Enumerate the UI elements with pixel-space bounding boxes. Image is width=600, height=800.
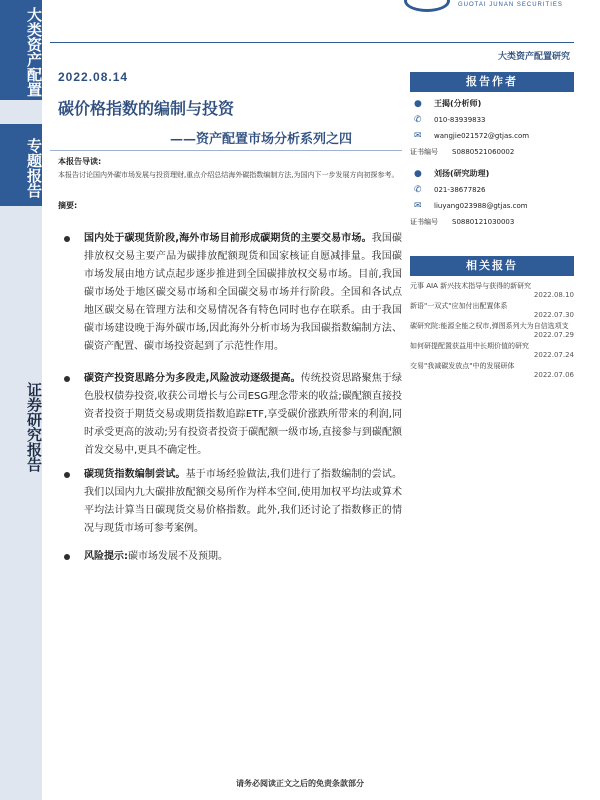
author-cert-row	[410, 144, 574, 160]
summary-bullets	[58, 212, 402, 566]
related-list	[410, 282, 574, 380]
author-cert-row	[410, 214, 574, 230]
email-icon: ✉	[414, 201, 422, 211]
related-report-item[interactable]	[410, 282, 574, 300]
cert-label: 证书编号	[410, 148, 438, 156]
bullet-body: 我国碳排放权交易主要产品为碳排放配额现货和国家核证自愿减排量。我国碳市场发展由地方试点起步逐步推进到全国碳排放权交易市场。目前,我国碳市场处于地区碳交易市场和全国碳交易市场并行阶段。全国和各试点地区碳交易在管理方法和交易情况各有特色同时也存在联系。由于我国碳市场建设晚于海外碳市场,因此海外分析市场为我国碳指数编制方法、碳资产配置、碳市场投资起到了示范性作用。	[84, 233, 402, 352]
guide-text: 本报告讨论国内外碳市场发展与投资理财,重点介绍总结海外碳指数编制方法,为国内下一步发展方向初探参考。	[58, 171, 399, 179]
author-email[interactable]: liuyang023988@gtjas.com	[434, 202, 528, 210]
logo-text: GUOTAI JUNAN SECURITIES	[458, 2, 563, 8]
related-heading: 相关报告	[410, 256, 574, 276]
related-report-date: 2022.07.24	[533, 351, 574, 359]
cert-label: 证书编号	[410, 218, 438, 226]
report-date: 2022.08.14	[58, 70, 129, 84]
related-report-item[interactable]	[410, 362, 574, 380]
title-divider	[50, 150, 402, 151]
author-name-row	[410, 96, 574, 112]
authors-panel	[410, 72, 574, 230]
author-name: 王揭(分析师)	[434, 99, 482, 108]
bullet-heading: 碳现货指数编制尝试。	[84, 469, 186, 480]
bullet-heading: 碳资产投资思路分为多段走,风险波动逐级提高。	[84, 373, 301, 384]
authors-heading: 报告作者	[410, 72, 574, 92]
author-email-row	[410, 198, 574, 214]
person-icon: ●	[414, 99, 422, 109]
cert-number: S0880121030003	[452, 218, 515, 226]
guide-label: 本报告导读:	[58, 157, 102, 166]
related-report-date: 2022.08.10	[533, 291, 574, 299]
bullet-body: 基于市场经验做法,我们进行了指数编制的尝试。我们以国内九大碳排放配额交易所作为样本空间,使用加权平均法或算术平均法计算当日碳现货交易价格指数。此外,我们还讨论了指数修正的情况与现货市场可参考案例。	[84, 469, 403, 534]
company-logo	[404, 0, 600, 14]
footer-disclaimer: 请务必阅读正文之后的免责条款部分	[236, 779, 364, 788]
cert-number: S0880521060002	[452, 148, 515, 156]
bullet-dot-icon	[64, 554, 70, 560]
header-series-label: 大类资产配置研究	[497, 52, 570, 62]
bullet-dot-icon	[64, 376, 70, 382]
report-title: 碳价格指数的编制与投资	[58, 99, 235, 118]
related-report-title[interactable]: 如何研提配置获益用中长期价值的研究	[410, 342, 529, 350]
email-icon: ✉	[414, 131, 422, 141]
related-report-title[interactable]: 新语"一双式"应加付出配置体系	[410, 302, 508, 310]
author-phone-row	[410, 112, 574, 128]
summary-bullet	[58, 548, 402, 566]
summary-bullet	[58, 466, 402, 538]
sidebar-report-class: 证券研究报告	[25, 382, 43, 472]
related-report-date: 2022.07.06	[533, 371, 574, 379]
phone-icon: ✆	[414, 115, 422, 125]
related-report-date: 2022.07.30	[533, 311, 574, 319]
summary-bullet	[58, 370, 402, 460]
bullet-body: 碳市场发展不及预期。	[128, 551, 228, 562]
bullet-dot-icon	[64, 236, 70, 242]
bullet-heading: 国内处于碳现货阶段,海外市场目前形成碳期货的主要交易市场。	[84, 233, 372, 244]
person-icon: ●	[414, 169, 422, 179]
header-divider	[50, 42, 574, 43]
bullet-dot-icon	[64, 472, 70, 478]
summary-bullet	[58, 230, 402, 356]
related-report-item[interactable]	[410, 322, 574, 340]
author-phone-row	[410, 182, 574, 198]
phone-icon: ✆	[414, 185, 422, 195]
related-report-item[interactable]	[410, 302, 574, 320]
author-phone: 010-83939833	[434, 116, 486, 124]
sidebar	[0, 0, 42, 800]
author-name: 刘扬(研究助理)	[434, 169, 490, 178]
bullet-heading: 风险提示:	[84, 551, 128, 562]
report-subtitle: ——资产配置市场分析系列之四	[170, 132, 353, 147]
author-email[interactable]: wangjie021572@gtjas.com	[434, 132, 530, 140]
summary-label: 摘要:	[58, 201, 78, 210]
sidebar-category-label: 大类资产配置	[0, 0, 42, 100]
sidebar-report-type: 专题报告	[0, 124, 42, 206]
bullet-body: 传统投资思路聚焦于绿色股权债券投资,收获公司增长与公司ESG理念带来的收益;碳配额直接投资者投资于期货交易或期货指数追踪ETF,享受碳价涨跌所带来的利润,同时承受更高的波动;另有投资者投资于碳配额一级市场,直接参与到碳配额首发交易中,更具不确定性。	[84, 373, 402, 456]
author-phone: 021-38677826	[434, 186, 486, 194]
related-report-title[interactable]: 交易"我减碳发放点"中的发展研体	[410, 362, 515, 370]
related-report-item[interactable]	[410, 342, 574, 360]
related-reports-panel	[410, 256, 574, 382]
related-report-date: 2022.07.29	[533, 331, 574, 339]
related-report-title[interactable]: 元事 AIA 新兴技术指导与获得的新研究	[410, 282, 532, 290]
logo-emblem-icon	[404, 0, 450, 12]
related-report-title[interactable]: 碳研究院:能源全能之权市,弹图系列大为自信选项支	[410, 322, 569, 330]
author-email-row	[410, 128, 574, 144]
author-name-row	[410, 166, 574, 182]
